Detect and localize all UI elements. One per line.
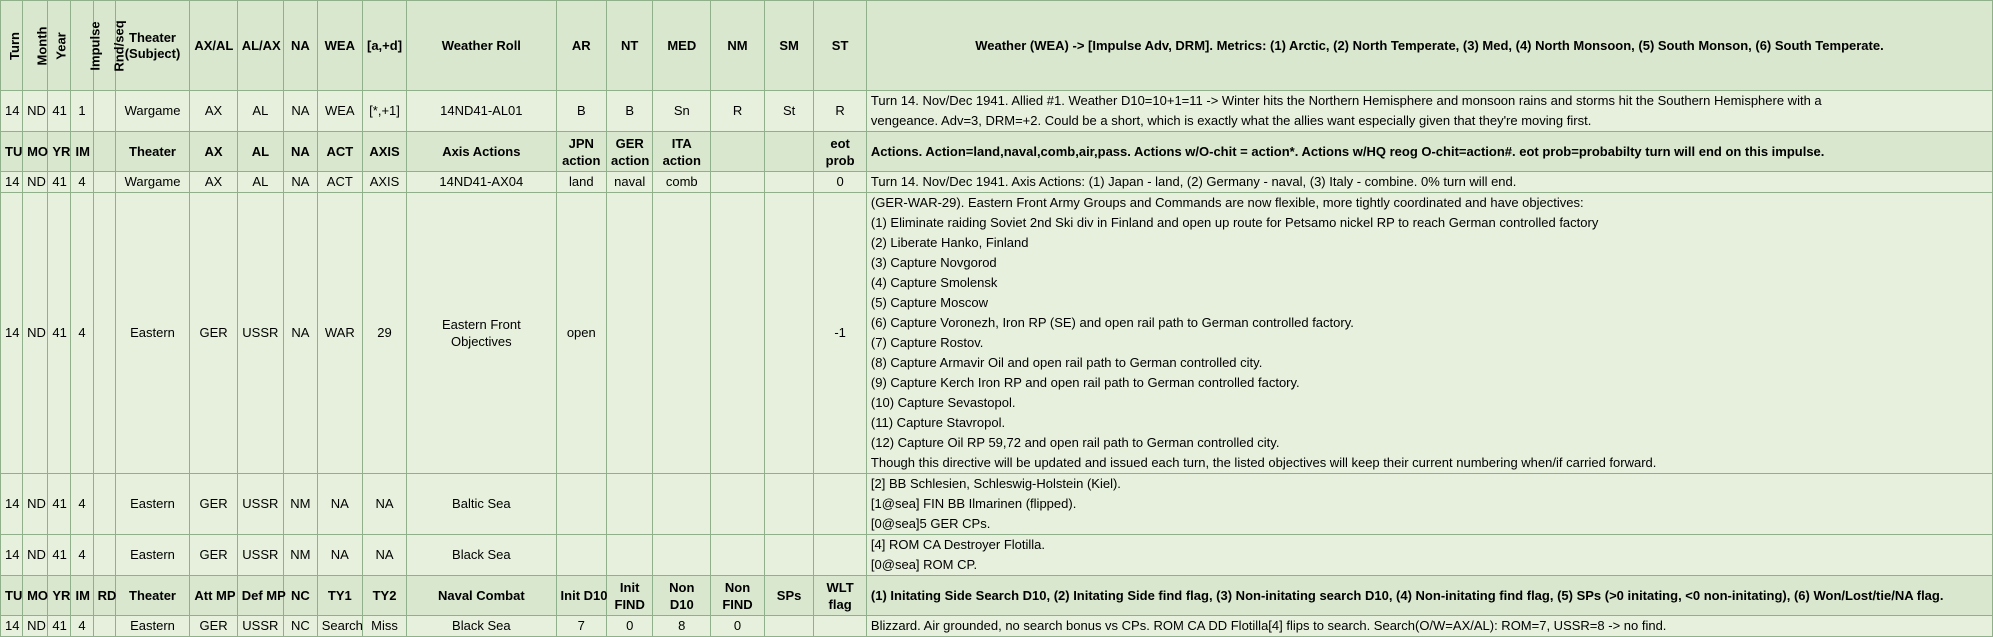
cell: NM — [284, 535, 318, 576]
col-na-header: NA — [284, 1, 318, 91]
cell: GER — [190, 616, 237, 637]
note-line: (10) Capture Sevastopol. — [870, 395, 1016, 410]
note-line: (GER-WAR-29). Eastern Front Army Groups and Commands are now flexible, more tightly coordinated and have objectives: — [870, 195, 1584, 210]
note-line: [0@sea] ROM CP. — [870, 557, 978, 572]
col-nt-header: NT — [607, 1, 653, 91]
col-header: Axis Actions — [407, 132, 556, 172]
col-header: SPs — [764, 576, 813, 616]
cell: 14 — [1, 535, 23, 576]
col-header: NA — [284, 132, 318, 172]
cell — [93, 91, 115, 132]
note-line: (9) Capture Kerch Iron RP and open rail path to German controlled factory. — [870, 375, 1300, 390]
cell — [653, 193, 711, 474]
cell: USSR — [237, 474, 283, 535]
cell: ND — [23, 172, 48, 193]
cell — [556, 535, 607, 576]
cell — [607, 474, 653, 535]
col-header: Theater — [115, 576, 190, 616]
cell: 4 — [71, 193, 93, 474]
cell: 41 — [48, 474, 71, 535]
cell — [711, 172, 765, 193]
table-row — [1, 474, 1993, 535]
col-alax-header: AL/AX — [237, 1, 283, 91]
cell: ND — [23, 474, 48, 535]
cell — [93, 535, 115, 576]
cell: [*,+1] — [362, 91, 406, 132]
cell: ND — [23, 616, 48, 637]
cell — [764, 193, 813, 474]
cell: 14ND41-AX04 — [407, 172, 556, 193]
cell: B — [556, 91, 607, 132]
cell — [814, 474, 867, 535]
cell: Baltic Sea — [407, 474, 556, 535]
col-header: AX — [190, 132, 237, 172]
cell: B — [607, 91, 653, 132]
cell: 41 — [48, 616, 71, 637]
cell — [764, 172, 813, 193]
cell — [711, 193, 765, 474]
cell: 41 — [48, 193, 71, 474]
col-roll-header: Weather Roll — [407, 1, 556, 91]
cell: 4 — [71, 535, 93, 576]
col-header: Init FIND — [607, 576, 653, 616]
col-header: JPN action — [556, 132, 607, 172]
col-nm-header: NM — [711, 1, 765, 91]
col-header: AXIS — [362, 132, 406, 172]
cell — [764, 535, 813, 576]
col-header: ITA action — [653, 132, 711, 172]
cell — [711, 474, 765, 535]
col-header: AL — [237, 132, 283, 172]
col-header: Def MP — [237, 576, 283, 616]
col-ar-header: AR — [556, 1, 607, 91]
note-line: (8) Capture Armavir Oil and open rail path to German controlled city. — [870, 355, 1263, 370]
col-header: TY1 — [317, 576, 362, 616]
cell: comb — [653, 172, 711, 193]
cell: open — [556, 193, 607, 474]
cell — [814, 535, 867, 576]
cell: Eastern — [115, 193, 190, 474]
note-line: (3) Capture Novgorod — [870, 255, 997, 270]
actions-notes-header: Actions. Action=land,naval,comb,air,pass. Actions w/O-chit = action*. Actions w/HQ reog O-chit=action#. eot prob=probabilty turn will end on this impulse. — [866, 132, 1992, 172]
col-header: Non FIND — [711, 576, 765, 616]
table-row — [1, 193, 1993, 474]
cell: ND — [23, 91, 48, 132]
cell: St — [764, 91, 813, 132]
cell: 8 — [653, 616, 711, 637]
cell: Wargame — [115, 172, 190, 193]
cell — [653, 474, 711, 535]
col-st-header: ST — [814, 1, 867, 91]
cell: R — [711, 91, 765, 132]
cell — [607, 193, 653, 474]
cell: 0 — [814, 172, 867, 193]
cell: 41 — [48, 172, 71, 193]
cell: 0 — [711, 616, 765, 637]
table-row — [1, 616, 1993, 637]
col-header: Att MP — [190, 576, 237, 616]
cell: USSR — [237, 616, 283, 637]
note-cell — [866, 91, 1992, 132]
cell — [556, 474, 607, 535]
cell: 7 — [556, 616, 607, 637]
col-sm-header: SM — [764, 1, 813, 91]
cell: 4 — [71, 474, 93, 535]
col-header: YR — [48, 576, 71, 616]
col-header: Naval Combat — [407, 576, 556, 616]
cell: Sn — [653, 91, 711, 132]
note-line: (12) Capture Oil RP 59,72 and open rail path to German controlled city. — [870, 435, 1280, 450]
cell: Miss — [362, 616, 406, 637]
cell: NA — [317, 474, 362, 535]
cell: 41 — [48, 535, 71, 576]
cell: 14 — [1, 172, 23, 193]
cell: NA — [362, 535, 406, 576]
cell — [764, 474, 813, 535]
cell: NA — [362, 474, 406, 535]
cell: 14 — [1, 616, 23, 637]
table-row — [1, 535, 1993, 576]
col-year-header: Year — [48, 1, 71, 91]
col-header: Theater — [115, 132, 190, 172]
col-header — [711, 132, 765, 172]
note-cell — [866, 535, 1992, 576]
cell: Wargame — [115, 91, 190, 132]
col-header: TY2 — [362, 576, 406, 616]
cell: USSR — [237, 193, 283, 474]
col-header: MO — [23, 132, 48, 172]
cell: ACT — [317, 172, 362, 193]
col-header: MO — [23, 576, 48, 616]
cell — [607, 535, 653, 576]
note-line: (2) Liberate Hanko, Finland — [870, 235, 1029, 250]
col-header: IM — [71, 576, 93, 616]
note-line: (7) Capture Rostov. — [870, 335, 984, 350]
cell: Eastern — [115, 474, 190, 535]
cell: USSR — [237, 535, 283, 576]
col-wea-header: WEA — [317, 1, 362, 91]
note-line: (6) Capture Voronezh, Iron RP (SE) and open rail path to German controlled factory. — [870, 315, 1354, 330]
note-line: Though this directive will be updated and issued each turn, the listed objectives will keep their current numbering when/if carried forward. — [870, 455, 1657, 470]
cell: WAR — [317, 193, 362, 474]
col-header: Non D10 — [653, 576, 711, 616]
cell — [711, 535, 765, 576]
note-cell: Blizzard. Air grounded, no search bonus vs CPs. ROM CA DD Flotilla[4] flips to search. Search(O/W=AX/AL): ROM=7, USSR=8 -> no find. — [866, 616, 1992, 637]
col-header: IM — [71, 132, 93, 172]
cell: NA — [284, 172, 318, 193]
cell — [653, 535, 711, 576]
weather-header-row — [1, 1, 1993, 91]
cell: GER — [190, 193, 237, 474]
note-line: (1) Eliminate raiding Soviet 2nd Ski div in Finland and open up route for Petsamo nickel RP to reach German controlled factory — [870, 215, 1599, 230]
cell: 29 — [362, 193, 406, 474]
cell: AL — [237, 91, 283, 132]
cell: 4 — [71, 616, 93, 637]
note-line: (11) Capture Stavropol. — [870, 415, 1006, 430]
cell — [814, 616, 867, 637]
cell: 14 — [1, 474, 23, 535]
col-theater-header: Theater (Subject) — [115, 1, 190, 91]
col-header: NC — [284, 576, 318, 616]
cell: Eastern Front Objectives — [407, 193, 556, 474]
objectives-note-cell — [866, 193, 1992, 474]
cell: 41 — [48, 91, 71, 132]
cell: Search — [317, 616, 362, 637]
cell: AX — [190, 172, 237, 193]
note-line: [2] BB Schlesien, Schleswig-Holstein (Kiel). — [870, 476, 1121, 491]
cell — [93, 474, 115, 535]
cell: AX — [190, 91, 237, 132]
col-header: ACT — [317, 132, 362, 172]
naval-combat-header-row — [1, 576, 1993, 616]
cell: ND — [23, 535, 48, 576]
cell: 14 — [1, 91, 23, 132]
note-line: [0@sea]5 GER CPs. — [870, 516, 991, 531]
cell: 14ND41-AL01 — [407, 91, 556, 132]
col-ad-header: [a,+d] — [362, 1, 406, 91]
weather-notes-header: Weather (WEA) -> [Impulse Adv, DRM]. Metrics: (1) Arctic, (2) North Temperate, (3) Med, (4) North Monsoon, (5) South Monson, (6) South Temperate. — [866, 1, 1992, 91]
col-header: YR — [48, 132, 71, 172]
col-axal-header: AX/AL — [190, 1, 237, 91]
cell: 0 — [607, 616, 653, 637]
cell — [764, 616, 813, 637]
cell: 4 — [71, 172, 93, 193]
col-header: GER action — [607, 132, 653, 172]
table-row — [1, 172, 1993, 193]
cell: AXIS — [362, 172, 406, 193]
note-line: [1@sea] FIN BB Ilmarinen (flipped). — [870, 496, 1077, 511]
note-cell — [866, 474, 1992, 535]
col-med-header: MED — [653, 1, 711, 91]
col-header: TU — [1, 576, 23, 616]
cell: 1 — [71, 91, 93, 132]
note-line: [4] ROM CA Destroyer Flotilla. — [870, 537, 1046, 552]
col-turn-header: Turn — [1, 1, 23, 91]
col-header: Init D10 — [556, 576, 607, 616]
cell: WEA — [317, 91, 362, 132]
cell: NA — [317, 535, 362, 576]
col-header: RD — [93, 576, 115, 616]
col-header: TU — [1, 132, 23, 172]
cell: GER — [190, 474, 237, 535]
cell — [93, 193, 115, 474]
note-line: Turn 14. Nov/Dec 1941. Allied #1. Weather D10=10+1=11 -> Winter hits the Northern Hemisphere and monsoon rains and storms hit the Southern Hemisphere with a — [870, 93, 1822, 108]
note-line: (4) Capture Smolensk — [870, 275, 998, 290]
note-line: (5) Capture Moscow — [870, 295, 988, 310]
cell: -1 — [814, 193, 867, 474]
cell: Eastern — [115, 616, 190, 637]
naval-notes-header: (1) Initating Side Search D10, (2) Initating Side find flag, (3) Non-initating search D10, (4) Non-initating find flag, (5) SPs (>0 initating, <0 non-initating), (6) Won/Lost/tie/NA flag. — [866, 576, 1992, 616]
cell: naval — [607, 172, 653, 193]
cell: NM — [284, 474, 318, 535]
cell: NA — [284, 193, 318, 474]
cell: GER — [190, 535, 237, 576]
cell — [93, 616, 115, 637]
note-cell: Turn 14. Nov/Dec 1941. Axis Actions: (1) Japan - land, (2) Germany - naval, (3) Italy - combine. 0% turn will end. — [866, 172, 1992, 193]
col-impulse-header: Impulse — [71, 1, 93, 91]
cell: Black Sea — [407, 535, 556, 576]
table-row — [1, 91, 1993, 132]
cell — [93, 172, 115, 193]
cell: Black Sea — [407, 616, 556, 637]
actions-header-row — [1, 132, 1993, 172]
cell: NC — [284, 616, 318, 637]
cell: ND — [23, 193, 48, 474]
cell: 14 — [1, 193, 23, 474]
col-header: WLT flag — [814, 576, 867, 616]
cell: R — [814, 91, 867, 132]
col-rnd-header: Rnd/seq — [93, 1, 115, 91]
col-header — [93, 132, 115, 172]
cell: NA — [284, 91, 318, 132]
cell: Eastern — [115, 535, 190, 576]
cell: AL — [237, 172, 283, 193]
cell: land — [556, 172, 607, 193]
col-header — [764, 132, 813, 172]
note-line: vengeance. Adv=3, DRM=+2. Could be a short, which is exactly what the allies want especially given that they're moving first. — [870, 113, 1592, 128]
col-header: eot prob — [814, 132, 867, 172]
col-month-header: Month — [23, 1, 48, 91]
